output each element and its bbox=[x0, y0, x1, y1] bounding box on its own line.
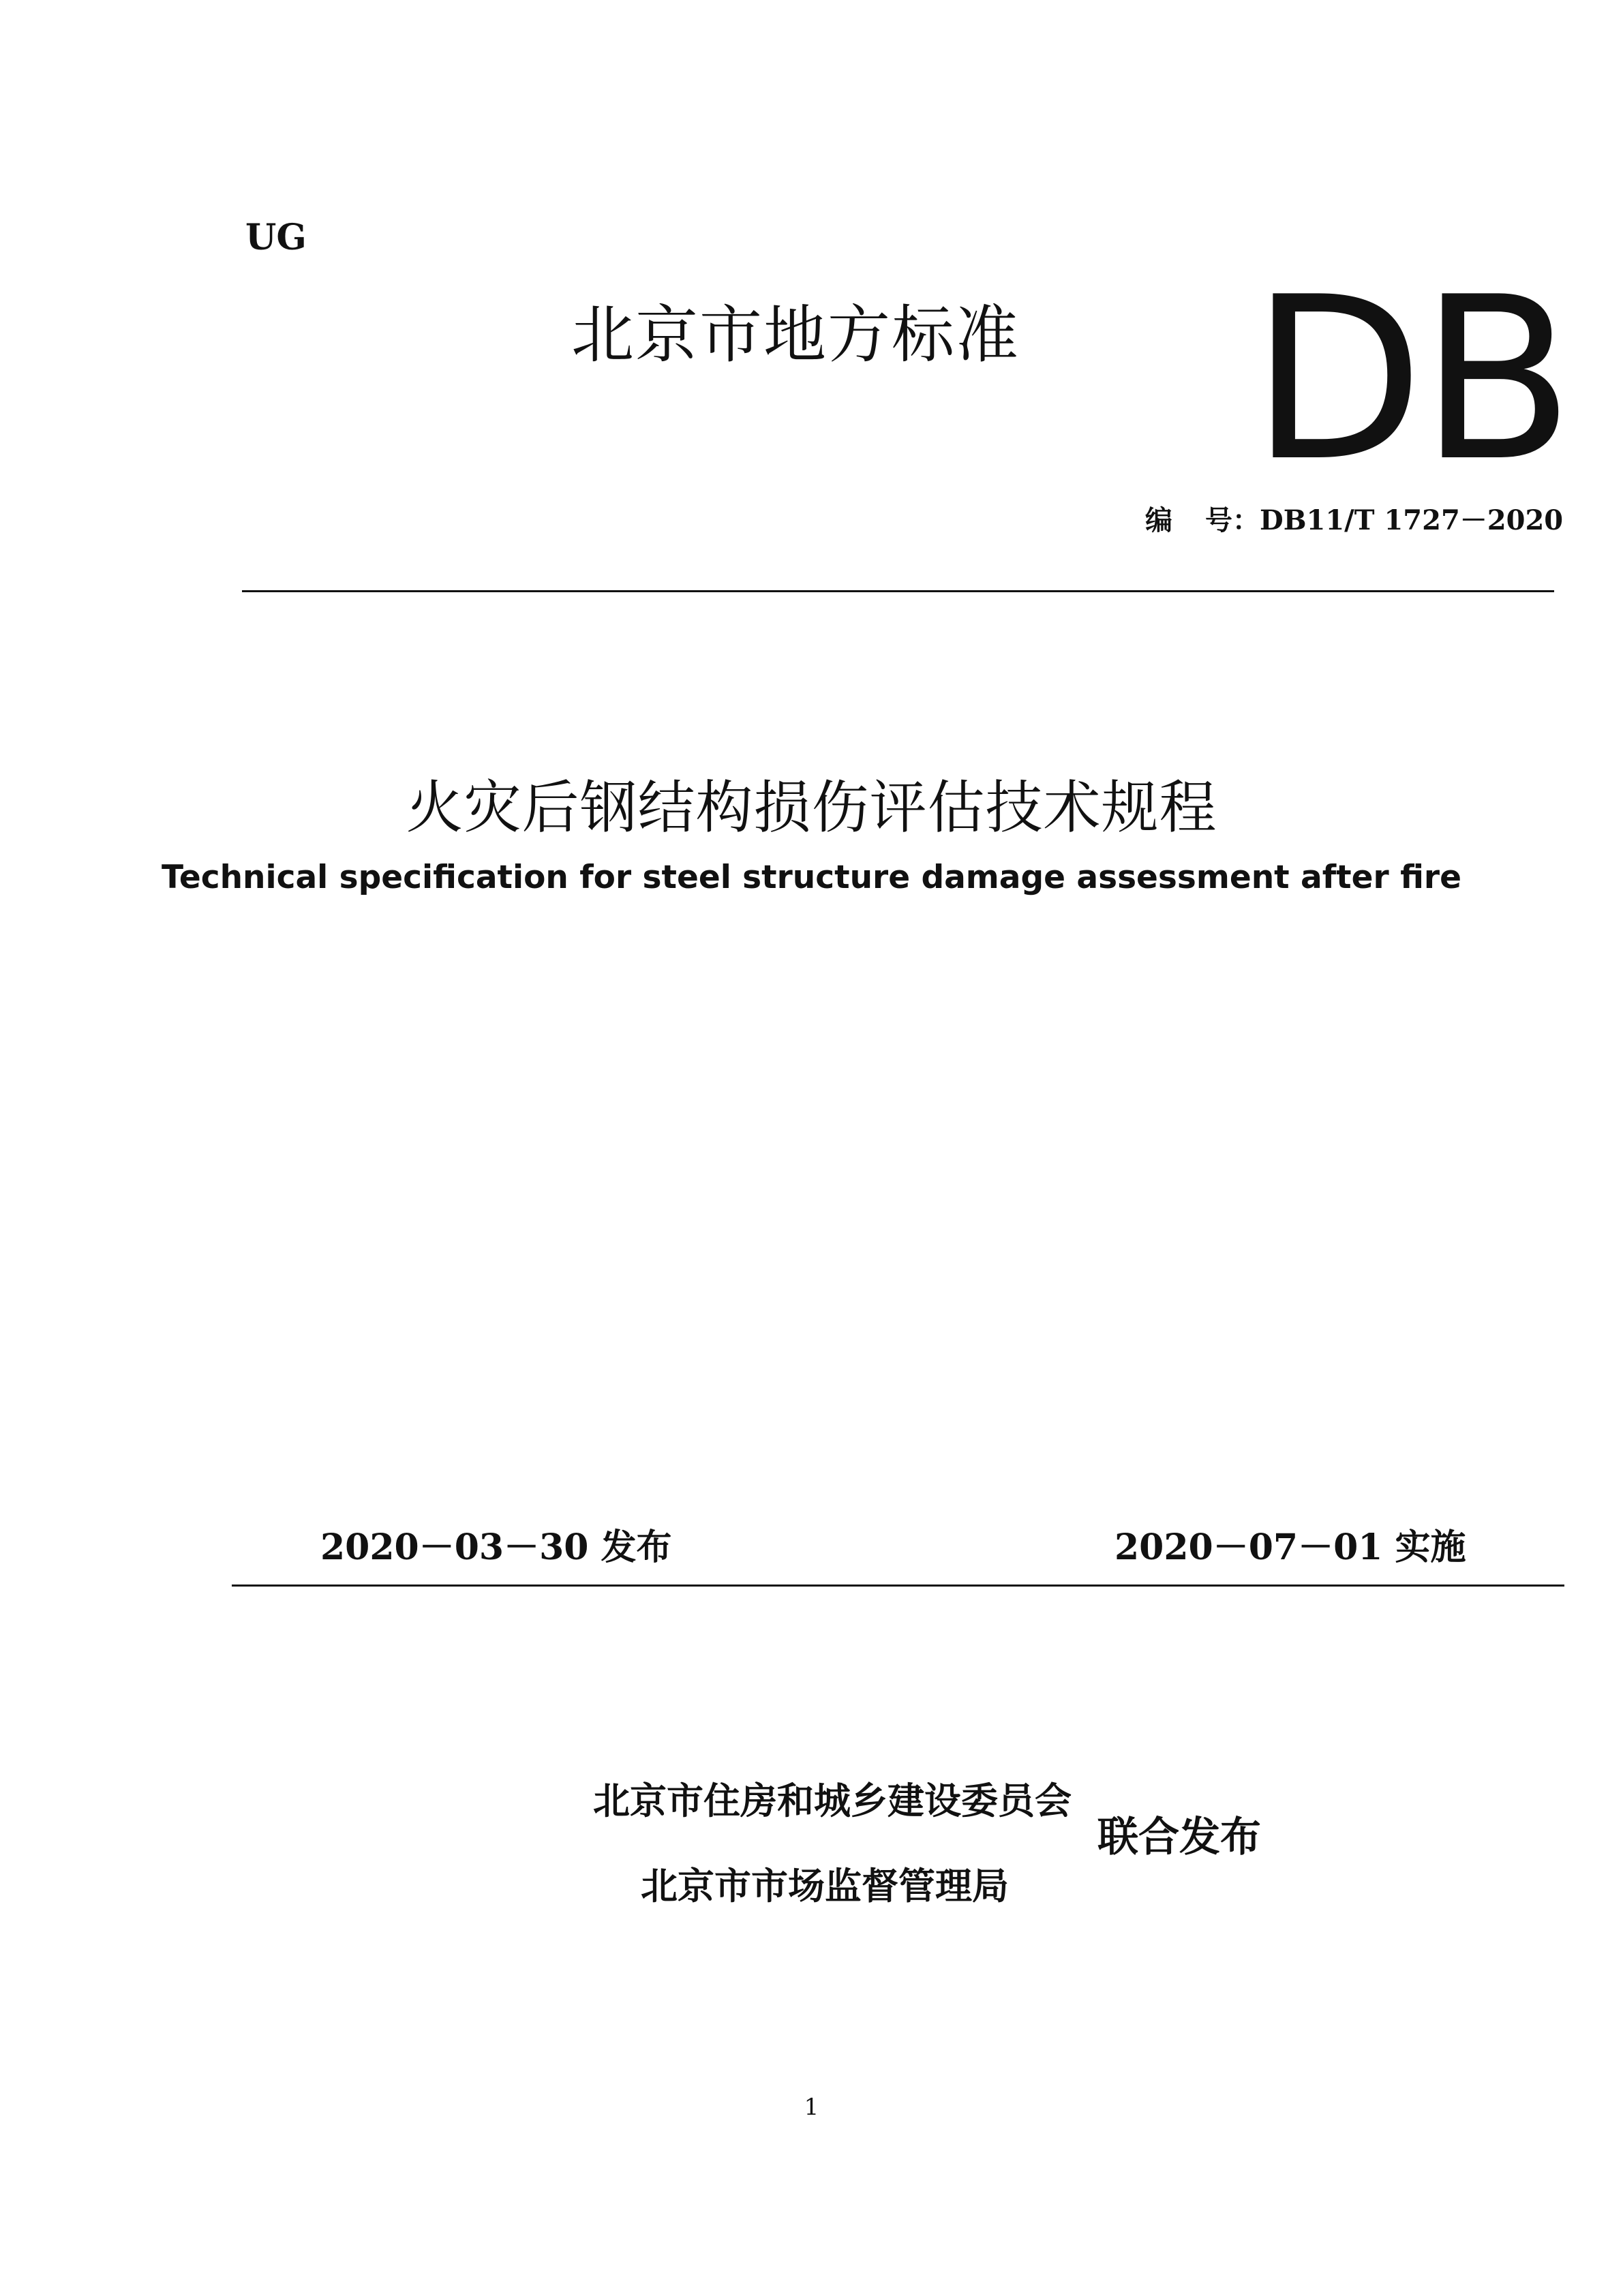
document-title-english: Technical specification for steel structure damage assessment after fire bbox=[162, 859, 1461, 896]
header-divider bbox=[242, 590, 1554, 592]
standard-number-label-2: 号： bbox=[1205, 504, 1260, 536]
date-divider bbox=[232, 1585, 1564, 1587]
issuer-housing-commission: 北京市住房和城乡建设委员会 bbox=[593, 1779, 1072, 1822]
issuer-market-regulation: 北京市市场监督管理局 bbox=[641, 1865, 1009, 1908]
db-logo-mark: DB bbox=[1251, 249, 1571, 510]
standard-number-label-1: 编 bbox=[1145, 504, 1172, 536]
joint-issue-label: 联合发布 bbox=[1097, 1813, 1261, 1861]
document-title-chinese: 火灾后钢结构损伤评估技术规程 bbox=[406, 774, 1217, 841]
standard-number bbox=[1145, 499, 1563, 538]
standard-number-value: DB11/T 1727－2020 bbox=[1260, 504, 1564, 536]
page-number: 1 bbox=[804, 2094, 819, 2121]
issue-date: 2020－03－30 发布 bbox=[320, 1527, 672, 1568]
implementation-date: 2020－07－01 实施 bbox=[1114, 1527, 1466, 1568]
ics-code: UG bbox=[245, 217, 307, 258]
standard-category-title: 北京市地方标准 bbox=[571, 299, 1020, 371]
